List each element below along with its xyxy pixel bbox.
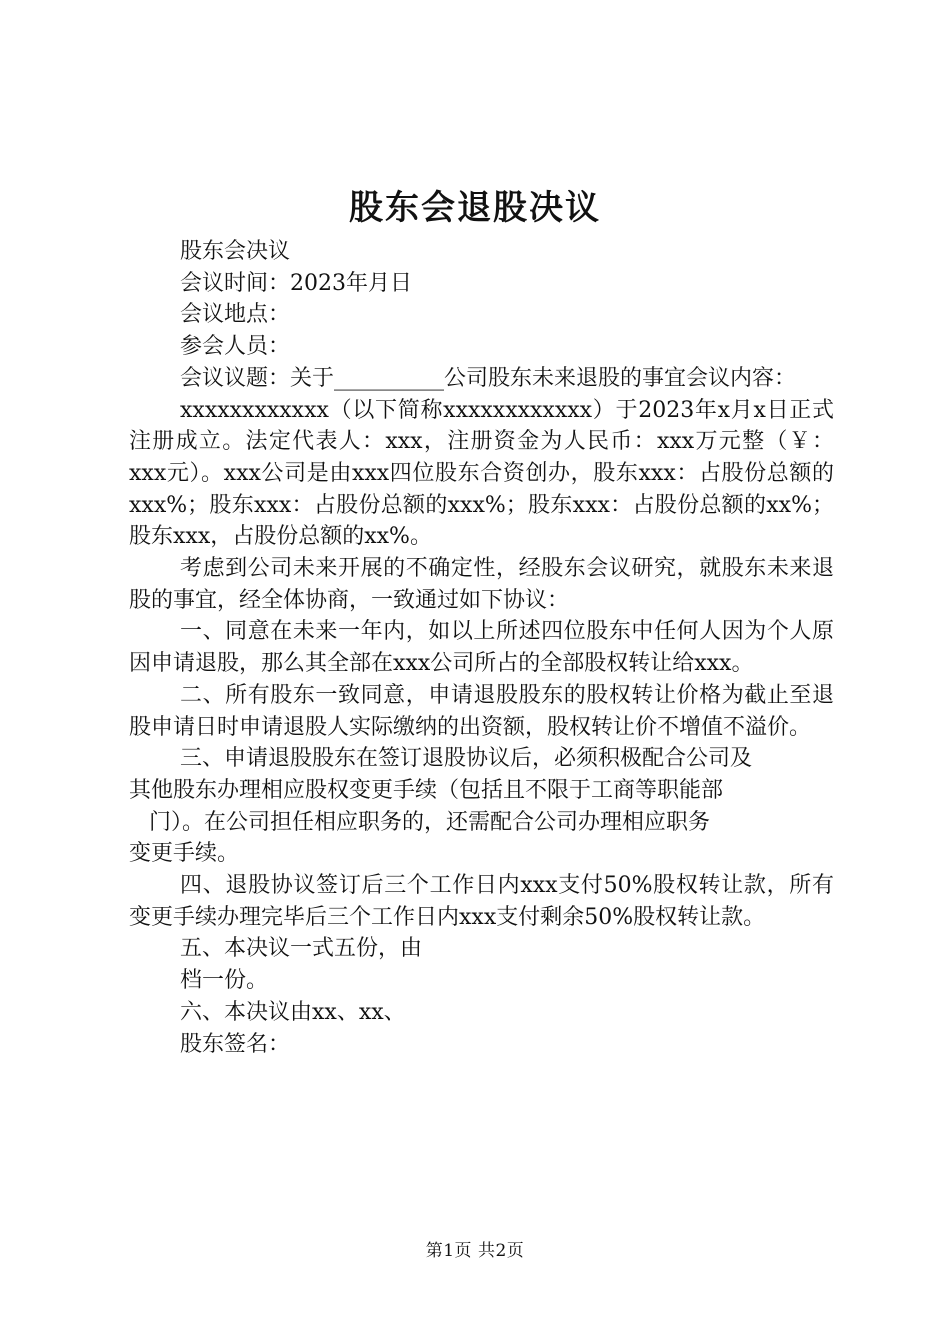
clause-three-line-2: 其他股东办理相应股权变更手续（包括且不限于工商等职能部 [129,777,724,803]
header-line-attendees: 参会人员： [180,334,291,360]
paragraph-consideration: 考虑到公司未来开展的不确定性，经股东会议研究，就股东未来退股的事宜，经全体协商，一致通过如下协议： [129,556,834,613]
document-body [129,236,834,1060]
header-line-meeting-place: 会议地点： [180,302,291,328]
clause-two: 二、所有股东一致同意，申请退股股东的股权转让价格为截止至退股申请日时申请退股人实际缴纳的出资额，股权转让价不增值不溢价。 [129,682,834,740]
header-line-meeting-time: 会议时间：2023年月日 [180,270,412,296]
clause-four: 四、退股协议签订后三个工作日内xxx支付50%股权转让款，所有变更手续办理完毕后三个工作日内xxx支付剩余50%股权转让款。 [129,873,834,930]
clause-six: 六、本决议由xx、xx、 [180,999,406,1025]
clause-five: 五、本决议一式五份，由 [180,936,423,962]
clause-one: 一、同意在未来一年内，如以上所述四位股东中任何人因为个人原因申请退股，那么其全部在xxx公司所占的全部股权转让给xxx。 [129,619,834,677]
meeting-topic: 会议议题：关于__________公司股东未来退股的事宜会议内容： [180,365,797,391]
clause-three-line-3: 门）。在公司担任相应职务的，还需配合公司办理相应职务 [149,809,711,835]
clause-five-continued: 档一份。 [180,968,269,994]
header-line-resolution: 股东会决议 [180,239,291,264]
page-indicator: 第1页 共2页 [425,1241,525,1261]
clause-three-line-4: 变更手续。 [129,841,240,867]
paragraph-company-info: xxxxxxxxxxxx（以下简称xxxxxxxxxxxx）于2023年x月x日正式注册成立。法定代表人：xxx，注册资金为人民币：xxx万元整（￥：xxx元）。xxx公司是由xxx四位股东合资创办，股东xxx：占股份总额的xxx%；股东xxx：占股份总额的xxx%；股东xxx：占股份总额的xx%；股东xxx，占股份总额的xx%。 [129,397,834,550]
shareholder-signature-label: 股东签名： [180,1031,291,1057]
clause-three-line-1: 三、申请退股股东在签订退股协议后，必须积极配合公司及 [180,746,753,772]
document-title: 股东会退股决议 [349,188,601,228]
clause-three [129,743,834,870]
